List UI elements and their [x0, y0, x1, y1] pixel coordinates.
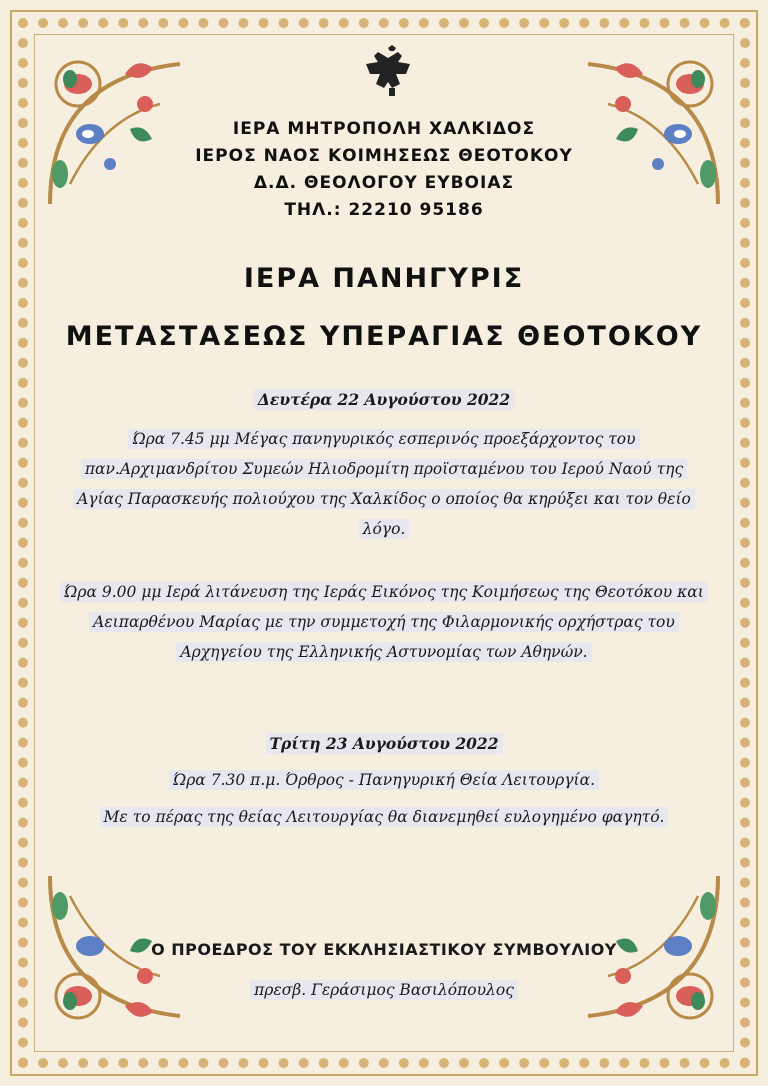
metropolis-name: ΙΕΡΑ ΜΗΤΡΟΠΟΛΗ ΧΑΛΚΙΔΟΣ — [232, 119, 536, 139]
day1-event2-block — [60, 577, 708, 667]
day2-event1-block — [60, 766, 708, 795]
signatory-name-block — [0, 976, 768, 1005]
day2-date-block — [60, 729, 708, 758]
title-line-2: ΜΕΤΑΣΤΑΣΕΩΣ ΥΠΕΡΑΓΙΑΣ ΘΕΟΤΟΚΟΥ — [65, 321, 703, 352]
day1-event1-block — [60, 424, 708, 544]
day1-event2: Ώρα 9.00 μμ Ιερά λιτάνευση της Ιεράς Εικόνος της Κοιμήσεως της Θεοτόκου και Αειπαρθένου Μαρίας με την συμμετοχή της Φιλαρμονικής ορχήστρας του Αρχηγείου της Ελληνικής Αστυνομίας των Αθηνών. — [60, 582, 708, 662]
day1-date-block — [60, 385, 708, 414]
feast-title — [0, 250, 768, 366]
signatory-role-text: Ο ΠΡΟΕΔΡΟΣ ΤΟΥ ΕΚΚΛΗΣΙΑΣΤΙΚΟΥ ΣΥΜΒΟΥΛΙΟΥ — [151, 940, 617, 959]
day2-event2: Με το πέρας της θείας Λειτουργίας θα διανεμηθεί ευλογημένο φαγητό. — [100, 807, 669, 827]
church-name: ΙΕΡΟΣ ΝΑΟΣ ΚΟΙΜΗΣΕΩΣ ΘΕΟΤΟΚΟΥ — [195, 146, 573, 166]
parish-location: Δ.Δ. ΘΕΟΛΟΓΟΥ ΕΥΒΟΙΑΣ — [253, 173, 515, 193]
signatory-name: πρεσβ. Γεράσιμος Βασιλόπουλος — [250, 980, 518, 1000]
signatory-role — [0, 940, 768, 959]
church-header — [0, 116, 768, 224]
day2-event2-block — [60, 802, 708, 832]
day2-date: Τρίτη 23 Αυγούστου 2022 — [266, 733, 503, 754]
day1-event1: Ώρα 7.45 μμ Μέγας πανηγυρικός εσπερινός προεξάρχοντος του παν.Αρχιμανδρίτου Συμεών Ηλιοδρομίτη προϊσταμένου του Ιερού Ναού της Αγίας Παρασκευής πολιούχου της Χαλκίδος ο οποίος θα κηρύξει και τον θείο λόγο. — [73, 429, 695, 539]
day2-event1: Ώρα 7.30 π.μ. Όρθρος - Πανηγυρική Θεία Λειτουργία. — [169, 770, 599, 790]
double-headed-eagle-icon — [362, 44, 422, 100]
title-line-1: ΙΕΡΑ ΠΑΝΗΓΥΡΙΣ — [243, 263, 525, 294]
phone-number: ΤΗΛ.: 22210 95186 — [284, 200, 484, 220]
day1-date: Δευτέρα 22 Αυγούστου 2022 — [254, 389, 514, 410]
